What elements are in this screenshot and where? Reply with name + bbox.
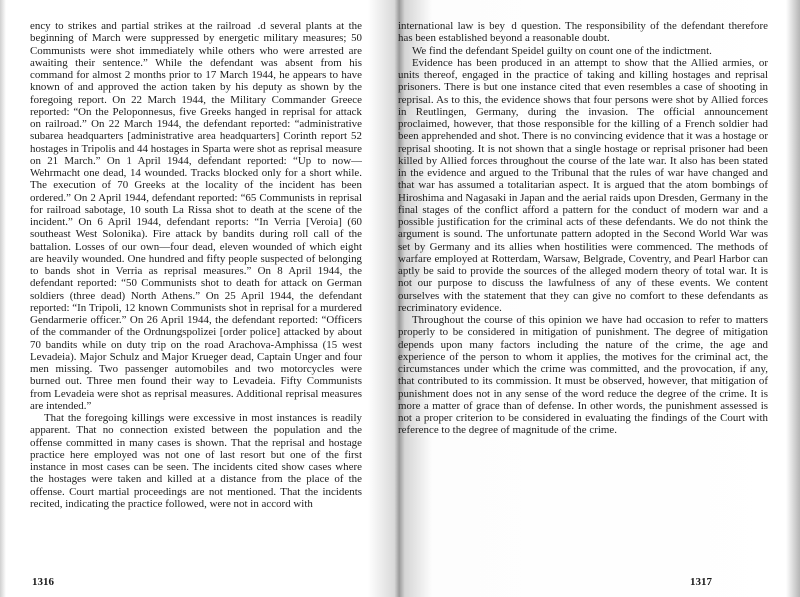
page-edge-shadow-left — [0, 0, 6, 597]
paragraph: international law is bey d question. The responsibility of the defendant therefore has been established beyond a reasonable doubt. — [398, 20, 768, 45]
paragraph: Throughout the course of this opinion we have had occasion to refer to matters properly to be considered in mitigation of punishment. The degree of mitigation depends upon many factors including the nature of the crime, the age and experience of the person to whom it applies, the motives for the criminal act, the circumstances under which the crime was committed, and the provocation, if any, that contributed to its commission. It must be observed, however, that mitigation of punishment does not in any sense of the word reduce the degree of the crime. It is more a matter of grace than of defense. In other words, the punishment assessed is not a proper criterion to be considered in evaluating the findings of the Court with reference to the degree of magnitude of the crime. — [398, 314, 768, 437]
paragraph: Evidence has been produced in an attempt to show that the Allied armies, or units thereof, engaged in the practice of taking and killing hostages and reprisal prisoners. There is but one instance cited that even resembles a case of shooting in reprisal. As to this, the evidence shows that four persons were shot by Allied forces in Reutlingen, Germany, during the invasion. The official announcement proclaimed, however, that those responsible for the killing of a French soldier had been apprehended and shot. There is no convincing evidence that it was a hostage or reprisal shooting. It is not shown that a single hostage or reprisal prisoner had been killed by Allied forces throughout the course of the late war. It also has been stated in the evidence and argued to the Tribunal that the rules of war have changed and that war has assumed a totalitarian aspect. It is argued that the atom bombings of Hiroshima and Nagasaki in Japan and the aerial raids upon Dresden, Germany in the final stages of the conflict afford a pattern for the conduct of modern war and a possible justification for the criminal acts of these defendants. We do not think the argument is sound. The unfortunate pattern adopted in the Second World War was set by Germany and its allies when hostilities were commenced. The methods of warfare employed at Rotterdam, Warsaw, Belgrade, Coventry, and Pearl Harbor can aptly be said to provide the sources of the alleged modern theory of total war. It is not our purpose to discuss the lawfulness of any of these events. We content ourselves with the statement that they can give no comfort to these defendants as recriminatory evidence. — [398, 56, 768, 314]
right-page — [398, 20, 768, 590]
left-page-text — [30, 20, 362, 510]
right-page-text — [398, 20, 768, 437]
paragraph: That the foregoing killings were excessive in most instances is readily apparent. That no connection existed between the population and the offense committed in many cases is shown. That the reprisal and hostage practice here employed was not one of last resort but one of the first instance in most cases can be seen. The incidents cited show cases where the hostages were taken and killed at a distance from the place of the offense. Court martial proceedings are not mentioned. That the incidents recited, indicating the practice followed, were not in accord with — [30, 412, 362, 510]
left-page-number: 1316 — [32, 576, 54, 588]
left-page — [30, 20, 362, 590]
paragraph: We find the defendant Speidel guilty on count one of the indictment. — [412, 44, 712, 57]
right-page-number: 1317 — [690, 576, 712, 588]
page-edge-shadow-right — [786, 0, 800, 597]
paragraph: ency to strikes and partial strikes at the railroad .d several plants at the beginning of March were suppressed by energetic military measures; 50 Communists were shot immediately while others who were arrested are awaiting their sentence.” While the defendant was absent from his command for almost 2 months prior to 17 March 1944, he appears to have known of and approved the action taken by his deputy as shown by the foregoing report. On 22 March 1944, the Military Commander Greece reported: “On the Peloponnesus, five Greeks hanged in reprisal for attack on railroad.” On 22 March 1944, the defendant reported: “administrative subarea headquarters [administrative area headquarters] Corinth report 52 hostages in Tripolis and 44 hostages in Sparta were shot as reprisal measure on 21 March.” On 1 April 1944, defendant reported: “Up to now—Wehrmacht one dead, 14 wounded. Tracks blocked only for a short while. The execution of 70 Greeks at the locality of the incident has been ordered.” On 2 April 1944, defendant reported: “65 Communists in reprisal for railroad sabotage, 10 south La Rissa shot to death at the scene of the incident.” On 6 April 1944, defendant reports: “In Verria [Veroia] (60 southeast West Solonika). Fire attack by bandits during roll call of the battalion. Losses of our own—four dead, eleven wounded of which eight are heavily wounded. One hundred and fifty people suspected of belonging to bands shot in Verria as reprisal measures.” On 8 April 1944, the defendant reported: “50 Communists shot to death for attack on German soldiers (three dead) North Athens.” On 25 April 1944, the defendant reported: “In Tripoli, 12 known Communists shot in reprisal for a murdered Gendarmerie officer.” On 26 April 1944, the defendant reported: “Officers of the commander of the Ordnungspolizei [order police] attacked by about 70 bandits while on duty trip on the road Arachova-Amphissa (15 west Levadeia). Major Schulz and Major Krueger dead, Captain Unger and four men missing. Two passenger automobiles and two motorcycles were burned out. Three men found their way to Levadeia. Fifty Communists from Levadeia were shot as reprisal measures. Additional reprisal measures are intended.” — [30, 20, 362, 412]
